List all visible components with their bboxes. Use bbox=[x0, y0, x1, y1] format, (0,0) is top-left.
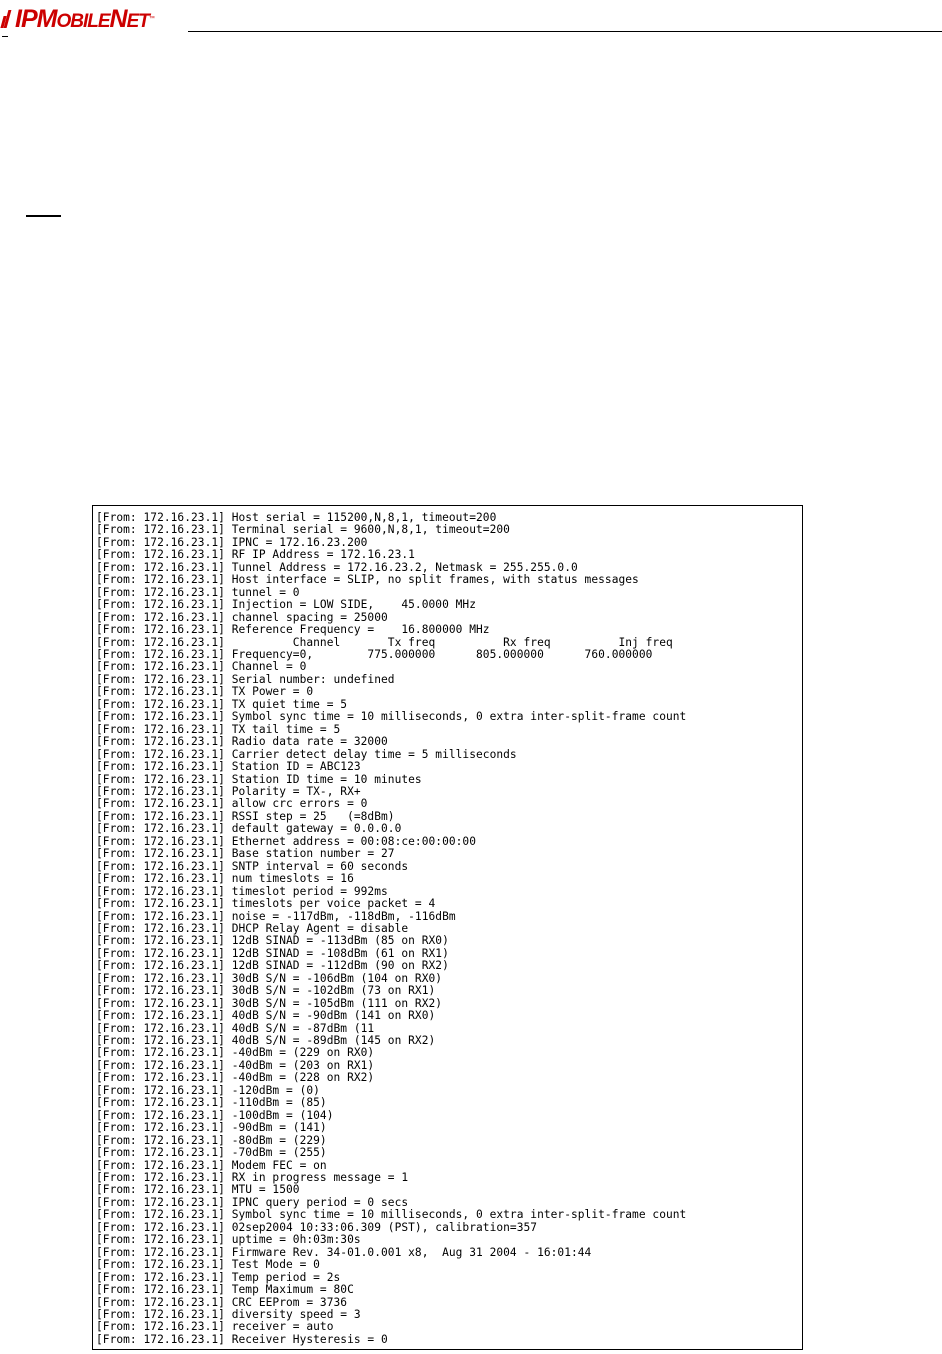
trademark-mark: ™ bbox=[148, 16, 155, 22]
console-line-source: [From: 172.16.23.1] bbox=[96, 1146, 232, 1160]
console-line-text: 02sep2004 10:33:06.309 (PST), calibration=357 bbox=[231, 1220, 538, 1234]
page-header bbox=[0, 0, 942, 40]
console-line-text: 30dB S/N = -102dBm (73 on RX1) bbox=[231, 984, 436, 998]
console-line-source: [From: 172.16.23.1] bbox=[96, 647, 232, 661]
console-line-source: [From: 172.16.23.1] bbox=[96, 548, 232, 562]
console-line-source: [From: 172.16.23.1] bbox=[96, 834, 232, 848]
console-line-text: tunnel = 0 bbox=[231, 585, 300, 599]
console-line-source: [From: 172.16.23.1] bbox=[96, 1133, 232, 1147]
console-line-source: [From: 172.16.23.1] bbox=[96, 710, 232, 724]
console-line-source: [From: 172.16.23.1] bbox=[96, 984, 232, 998]
console-line-text: -40dBm = (228 on RX2) bbox=[231, 1071, 375, 1085]
console-line-source: [From: 172.16.23.1] bbox=[96, 535, 232, 549]
console-line-text: RSSI step = 25 (=8dBm) bbox=[231, 809, 395, 823]
console-line-text: Host interface = SLIP, no split frames, with status messages bbox=[231, 573, 639, 587]
console-line-source: [From: 172.16.23.1] bbox=[96, 1021, 232, 1035]
console-line-source: [From: 172.16.23.1] bbox=[96, 1270, 232, 1284]
console-line-text: timeslots per voice packet = 4 bbox=[231, 897, 436, 911]
console-line-source: [From: 172.16.23.1] bbox=[96, 623, 232, 637]
section-underline bbox=[26, 215, 61, 217]
console-line-text: -40dBm = (203 on RX1) bbox=[231, 1058, 375, 1072]
console-line-text: Test Mode = 0 bbox=[231, 1258, 320, 1272]
console-line-text: TX quiet time = 5 bbox=[231, 697, 348, 711]
console-line-source: [From: 172.16.23.1] bbox=[96, 1009, 232, 1023]
console-line-text: Station ID time = 10 minutes bbox=[231, 772, 422, 786]
console-line-text: Channel Tx freq Rx freq Inj freq bbox=[231, 635, 673, 649]
console-line-source: [From: 172.16.23.1] bbox=[96, 1096, 232, 1110]
console-line-source: [From: 172.16.23.1] bbox=[96, 1295, 232, 1309]
console-output-panel bbox=[92, 505, 803, 1350]
console-line-source: [From: 172.16.23.1] bbox=[96, 971, 232, 985]
console-line-source: [From: 172.16.23.1] bbox=[96, 797, 232, 811]
console-line-source: [From: 172.16.23.1] bbox=[96, 1158, 232, 1172]
console-line-text: -40dBm = (229 on RX0) bbox=[231, 1046, 375, 1060]
logo-wordmark: IPMOBILENET bbox=[15, 4, 149, 33]
console-line-text: 12dB SINAD = -112dBm (90 on RX2) bbox=[231, 959, 449, 973]
header-divider bbox=[188, 31, 942, 32]
console-line-source: [From: 172.16.23.1] bbox=[96, 573, 232, 587]
console-line-source: [From: 172.16.23.1] bbox=[96, 747, 232, 761]
console-line-source: [From: 172.16.23.1] bbox=[96, 1034, 232, 1048]
console-line-text: Carrier detect delay time = 5 milliseconds bbox=[231, 747, 517, 761]
console-line-text: Channel = 0 bbox=[231, 660, 307, 674]
logo-slash-icon bbox=[2, 8, 12, 30]
console-line-text: Tunnel Address = 172.16.23.2, Netmask = 255.255.0.0 bbox=[231, 560, 578, 574]
console-line-source: [From: 172.16.23.1] bbox=[96, 511, 232, 524]
console-line-text: TX Power = 0 bbox=[231, 685, 314, 699]
console-line-source: [From: 172.16.23.1] bbox=[96, 1046, 232, 1060]
console-line-text: 40dB S/N = -90dBm (141 on RX0) bbox=[231, 1009, 436, 1023]
console-line-text: -70dBm = (255) bbox=[231, 1146, 327, 1160]
console-line-source: [From: 172.16.23.1] bbox=[96, 585, 232, 599]
console-line-text: RF IP Address = 172.16.23.1 bbox=[231, 548, 415, 562]
console-line-text: Injection = LOW SIDE, 45.0000 MHz bbox=[231, 598, 476, 612]
console-line-source: [From: 172.16.23.1] bbox=[96, 635, 232, 649]
console-line-source: [From: 172.16.23.1] bbox=[96, 1183, 232, 1197]
console-line-source: [From: 172.16.23.1] bbox=[96, 1195, 232, 1209]
console-line-source: [From: 172.16.23.1] bbox=[96, 847, 232, 861]
console-line-text: TX tail time = 5 bbox=[231, 722, 341, 736]
console-line-text: receiver = auto bbox=[231, 1320, 334, 1334]
console-line-source: [From: 172.16.23.1] bbox=[96, 722, 232, 736]
console-line-text: DHCP Relay Agent = disable bbox=[231, 921, 409, 935]
console-line-source: [From: 172.16.23.1] bbox=[96, 1220, 232, 1234]
header-tick-mark bbox=[2, 36, 8, 37]
console-line-text: IPNC query period = 0 secs bbox=[231, 1195, 409, 1209]
console-line-source: [From: 172.16.23.1] bbox=[96, 1071, 232, 1085]
console-line-source: [From: 172.16.23.1] bbox=[96, 946, 232, 960]
console-line-text: Symbol sync time = 10 milliseconds, 0 extra inter-split-frame count bbox=[231, 710, 687, 724]
console-line-source: [From: 172.16.23.1] bbox=[96, 784, 232, 798]
console-line-source: [From: 172.16.23.1] bbox=[96, 598, 232, 612]
console-line-text: Symbol sync time = 10 milliseconds, 0 extra inter-split-frame count bbox=[231, 1208, 687, 1222]
console-line-source: [From: 172.16.23.1] bbox=[96, 1258, 232, 1272]
console-line-source: [From: 172.16.23.1] bbox=[96, 1208, 232, 1222]
console-line-source: [From: 172.16.23.1] bbox=[96, 884, 232, 898]
console-line-text: diversity speed = 3 bbox=[231, 1308, 361, 1321]
console-line-text: Station ID = ABC123 bbox=[231, 760, 361, 774]
console-line-text: uptime = 0h:03m:30s bbox=[231, 1233, 361, 1247]
console-line-source: [From: 172.16.23.1] bbox=[96, 996, 232, 1010]
console-line bbox=[96, 1334, 802, 1346]
console-line-source: [From: 172.16.23.1] bbox=[96, 523, 232, 537]
console-line-source: [From: 172.16.23.1] bbox=[96, 1320, 232, 1334]
console-line-source: [From: 172.16.23.1] bbox=[96, 1283, 232, 1297]
console-line-text: 30dB S/N = -105dBm (111 on RX2) bbox=[231, 996, 443, 1010]
console-line-source: [From: 172.16.23.1] bbox=[96, 859, 232, 873]
console-line-text: CRC EEProm = 3736 bbox=[231, 1295, 348, 1309]
console-line-text: channel spacing = 25000 bbox=[231, 610, 388, 624]
console-line-source: [From: 172.16.23.1] bbox=[96, 822, 232, 836]
console-line-source: [From: 172.16.23.1] bbox=[96, 735, 232, 749]
console-line-text: IPNC = 172.16.23.200 bbox=[231, 535, 368, 549]
console-line-text: Terminal serial = 9600,N,8,1, timeout=200 bbox=[231, 523, 510, 537]
console-line-text: Temp period = 2s bbox=[231, 1270, 341, 1284]
console-line-text: SNTP interval = 60 seconds bbox=[231, 859, 409, 873]
console-line-text: -120dBm = (0) bbox=[231, 1083, 320, 1097]
console-line-source: [From: 172.16.23.1] bbox=[96, 660, 232, 674]
console-line-source: [From: 172.16.23.1] bbox=[96, 1083, 232, 1097]
console-line-text: Ethernet address = 00:08:ce:00:00:00 bbox=[231, 834, 476, 848]
console-line-text: 30dB S/N = -106dBm (104 on RX0) bbox=[231, 971, 443, 985]
console-line-source: [From: 172.16.23.1] bbox=[96, 909, 232, 923]
console-line-source: [From: 172.16.23.1] bbox=[96, 685, 232, 699]
console-line-text: Serial number: undefined bbox=[231, 672, 395, 686]
console-line-text: num timeslots = 16 bbox=[231, 872, 354, 886]
console-line-source: [From: 172.16.23.1] bbox=[96, 560, 232, 574]
console-line-text: 40dB S/N = -87dBm (11 bbox=[231, 1021, 375, 1035]
console-line-text: -100dBm = (104) bbox=[231, 1108, 334, 1122]
console-line-text: allow crc errors = 0 bbox=[231, 797, 368, 811]
console-line-source: [From: 172.16.23.1] bbox=[96, 1171, 232, 1185]
console-line-source: [From: 172.16.23.1] bbox=[96, 1308, 232, 1321]
console-line-source: [From: 172.16.23.1] bbox=[96, 1121, 232, 1135]
console-line-text: timeslot period = 992ms bbox=[231, 884, 388, 898]
console-line-source: [From: 172.16.23.1] bbox=[96, 897, 232, 911]
console-line-source: [From: 172.16.23.1] bbox=[96, 959, 232, 973]
console-line-source: [From: 172.16.23.1] bbox=[96, 760, 232, 774]
console-line-text: MTU = 1500 bbox=[231, 1183, 300, 1197]
console-line-source: [From: 172.16.23.1] bbox=[96, 610, 232, 624]
console-line-text: RX in progress message = 1 bbox=[231, 1171, 409, 1185]
console-line-source: [From: 172.16.23.1] bbox=[96, 921, 232, 935]
console-line-text: 40dB S/N = -89dBm (145 on RX2) bbox=[231, 1034, 436, 1048]
console-line-text: Polarity = TX-, RX+ bbox=[231, 784, 361, 798]
console-line-text: Temp Maximum = 80C bbox=[231, 1283, 354, 1297]
console-line-source: [From: 172.16.23.1] bbox=[96, 1108, 232, 1122]
console-line-source: [From: 172.16.23.1] bbox=[96, 809, 232, 823]
console-line-text: noise = -117dBm, -118dBm, -116dBm bbox=[231, 909, 456, 923]
console-line-text: Base station number = 27 bbox=[231, 847, 395, 861]
console-line-text: Radio data rate = 32000 bbox=[231, 735, 388, 749]
console-line-text: Receiver Hysteresis = 0 bbox=[231, 1332, 388, 1346]
console-line-source: [From: 172.16.23.1] bbox=[96, 697, 232, 711]
console-line-text: 12dB SINAD = -108dBm (61 on RX1) bbox=[231, 946, 449, 960]
console-line-text: default gateway = 0.0.0.0 bbox=[231, 822, 402, 836]
console-line-text: -80dBm = (229) bbox=[231, 1133, 327, 1147]
console-line-source: [From: 172.16.23.1] bbox=[96, 1233, 232, 1247]
console-line-source: [From: 172.16.23.1] bbox=[96, 872, 232, 886]
ipmobilenet-logo bbox=[0, 4, 155, 34]
console-line-text: 12dB SINAD = -113dBm (85 on RX0) bbox=[231, 934, 449, 948]
console-line-text: Host serial = 115200,N,8,1, timeout=200 bbox=[231, 511, 497, 524]
console-line-source: [From: 172.16.23.1] bbox=[96, 672, 232, 686]
console-line-text: -90dBm = (141) bbox=[231, 1121, 327, 1135]
console-line-source: [From: 172.16.23.1] bbox=[96, 934, 232, 948]
console-line-text: Reference Frequency = 16.800000 MHz bbox=[231, 623, 490, 637]
console-line-source: [From: 172.16.23.1] bbox=[96, 1332, 232, 1346]
console-line-source: [From: 172.16.23.1] bbox=[96, 1245, 232, 1259]
console-line-text: Frequency=0, 775.000000 805.000000 760.000000 bbox=[231, 647, 653, 661]
console-line-text: Firmware Rev. 34-01.0.001 x8, Aug 31 2004 - 16:01:44 bbox=[231, 1245, 592, 1259]
console-line-source: [From: 172.16.23.1] bbox=[96, 772, 232, 786]
console-line-text: Modem FEC = on bbox=[231, 1158, 327, 1172]
console-line-source: [From: 172.16.23.1] bbox=[96, 1058, 232, 1072]
console-line-text: -110dBm = (85) bbox=[231, 1096, 327, 1110]
